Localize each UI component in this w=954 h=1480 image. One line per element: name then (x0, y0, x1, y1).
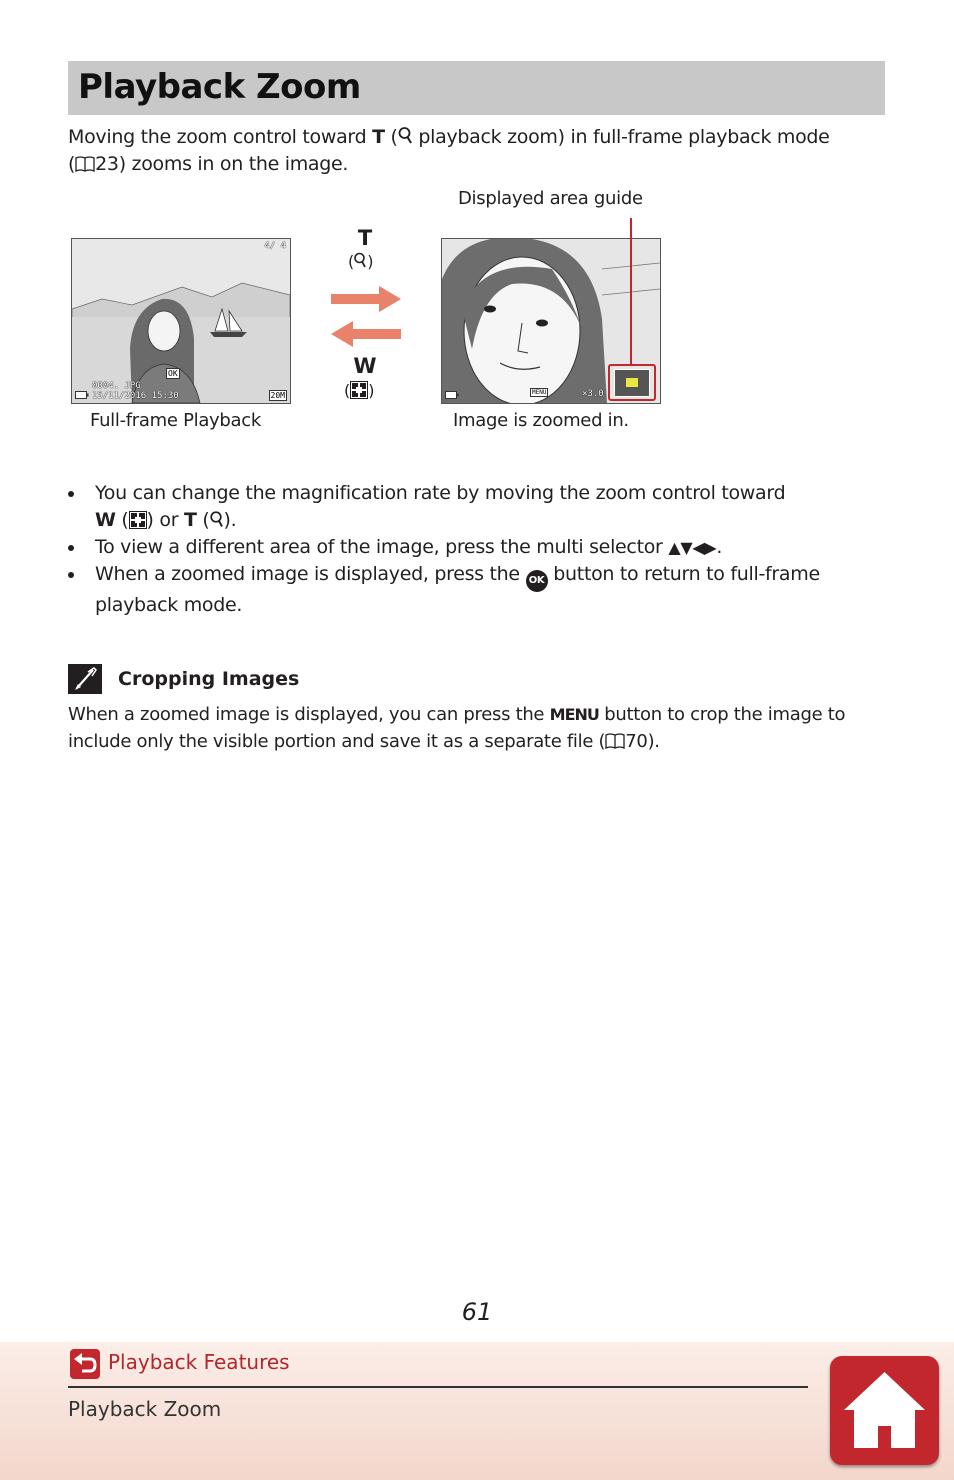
footer-subtitle: Playback Zoom (68, 1397, 222, 1421)
image-size-badge: 20M (270, 391, 285, 400)
intro-paragraph: Moving the zoom control toward T ( playback zoom) in full-frame playback mode ( 23) zooms in on the image. (68, 126, 830, 175)
bullet-list (68, 480, 888, 619)
zoom-readout: ×3.0 (582, 389, 604, 399)
bullet-item: You can change the magnification rate by moving the zoom control toward W ( ) or T ( ). (68, 480, 888, 534)
w-label: W (353, 354, 377, 378)
t-glyph: T (372, 126, 385, 148)
thumbnail-grid-icon (350, 381, 368, 399)
title-bar (68, 61, 885, 115)
file-name: 0004. JPG (92, 381, 141, 391)
thumbnail-grid-icon (129, 511, 147, 529)
battery-icon (75, 391, 89, 399)
zoomed-screen (441, 238, 661, 404)
ok-badge: OK (168, 369, 178, 378)
frame-counter: 4/ 4 (264, 241, 286, 251)
magnify-icon (210, 510, 224, 529)
page-title: Playback Zoom (78, 67, 361, 107)
multi-selector-arrows-icon: ▲▼◀▶ (668, 538, 717, 557)
menu-badge: MENU (532, 389, 547, 396)
date-time: 15/11/2016 15:30 (92, 391, 179, 401)
footer-divider (68, 1386, 808, 1388)
note-heading: Cropping Images (118, 668, 300, 690)
left-caption: Full-frame Playback (90, 410, 261, 431)
page-ref-link-23[interactable]: 23 (95, 153, 119, 175)
full-frame-photo (72, 239, 290, 403)
right-caption: Image is zoomed in. (453, 410, 629, 431)
magnify-icon (354, 252, 367, 269)
zoom-in-arrow-icon (331, 285, 401, 313)
playback-features-link[interactable]: Playback Features (108, 1350, 290, 1374)
guide-label: Displayed area guide (458, 188, 643, 209)
full-frame-screen (71, 238, 291, 404)
menu-button-glyph: MENU (549, 705, 599, 724)
bullet-item: When a zoomed image is displayed, press the OK button to return to full-frame playback mode. (68, 561, 888, 619)
w-paren: ( ) (344, 381, 375, 400)
page-number: 61 (461, 1298, 493, 1326)
t-paren: ( ) (348, 252, 374, 271)
ok-button-icon: OK (526, 570, 548, 592)
guide-frame (614, 369, 650, 397)
magnify-icon (398, 126, 413, 146)
back-arrow-icon[interactable] (70, 1349, 100, 1379)
home-icon (830, 1356, 939, 1465)
guide-pointer-line (630, 218, 632, 364)
displayed-area-guide (608, 364, 656, 401)
bullet-item: To view a different area of the image, press the multi selector ▲▼◀▶. (68, 534, 888, 561)
t-label: T (357, 226, 373, 250)
note-text: When a zoomed image is displayed, you can press the MENU button to crop the image to include only the visible portion and save it as a separate file ( 70). (68, 704, 846, 752)
guide-visible-area (626, 378, 638, 387)
page-ref-link-70[interactable]: 70 (625, 731, 648, 752)
battery-icon (445, 391, 459, 399)
note-icon (68, 664, 102, 694)
book-icon (605, 733, 625, 749)
zoom-out-arrow-icon (331, 320, 401, 348)
book-icon (75, 156, 95, 172)
home-button[interactable] (830, 1356, 939, 1465)
